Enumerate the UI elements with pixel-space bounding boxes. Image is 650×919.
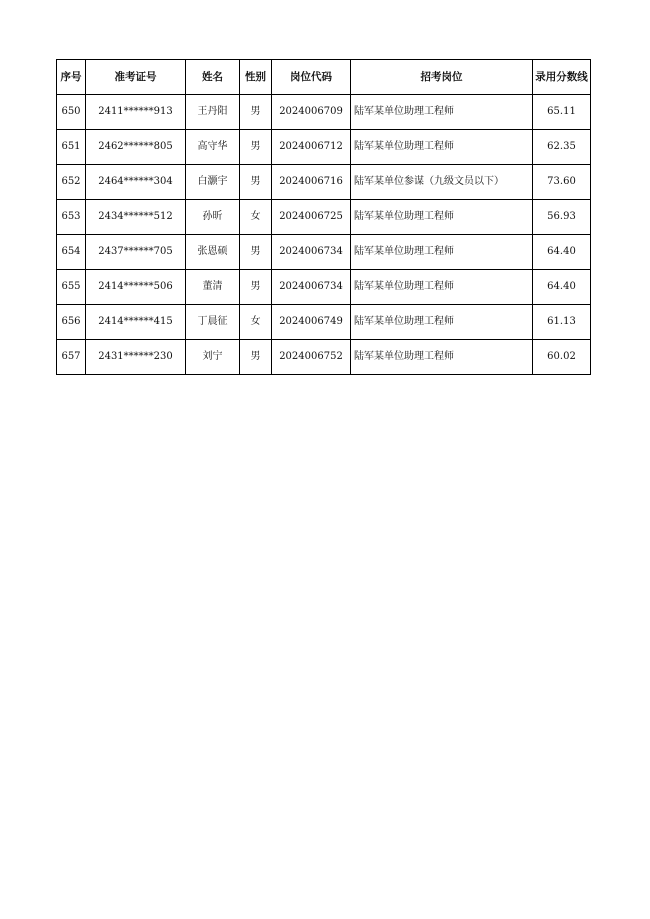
- cell-name: 白灏宇: [186, 165, 240, 200]
- cell-ticket: 2464******304: [86, 165, 186, 200]
- cell-position: 陆军某单位助理工程师: [351, 130, 533, 165]
- table-row: [57, 165, 591, 200]
- header-seq: 序号: [57, 60, 86, 95]
- table-row: [57, 270, 591, 305]
- table-row: [57, 95, 591, 130]
- table-row: [57, 340, 591, 375]
- cell-code: 2024006725: [272, 200, 351, 235]
- cell-name: 董清: [186, 270, 240, 305]
- cell-ticket: 2434******512: [86, 200, 186, 235]
- cell-gender: 男: [240, 270, 272, 305]
- cell-gender: 男: [240, 165, 272, 200]
- cell-code: 2024006734: [272, 235, 351, 270]
- cell-score: 56.93: [533, 200, 591, 235]
- cell-score: 61.13: [533, 305, 591, 340]
- cell-code: 2024006716: [272, 165, 351, 200]
- header-score: 录用分数线: [533, 60, 591, 95]
- cell-name: 王丹阳: [186, 95, 240, 130]
- cell-name: 高守华: [186, 130, 240, 165]
- header-code: 岗位代码: [272, 60, 351, 95]
- table-row: [57, 200, 591, 235]
- cell-position: 陆军某单位参谋（九级文员以下）: [351, 165, 533, 200]
- cell-position: 陆军某单位助理工程师: [351, 340, 533, 375]
- cell-score: 62.35: [533, 130, 591, 165]
- cell-seq: 650: [57, 95, 86, 130]
- cell-score: 64.40: [533, 270, 591, 305]
- cell-code: 2024006752: [272, 340, 351, 375]
- table-row: [57, 235, 591, 270]
- cell-code: 2024006734: [272, 270, 351, 305]
- cell-gender: 女: [240, 305, 272, 340]
- table-row: [57, 130, 591, 165]
- table-row: [57, 305, 591, 340]
- cell-seq: 655: [57, 270, 86, 305]
- cell-position: 陆军某单位助理工程师: [351, 305, 533, 340]
- table-header-row: [57, 60, 591, 95]
- cell-position: 陆军某单位助理工程师: [351, 95, 533, 130]
- header-ticket: 准考证号: [86, 60, 186, 95]
- cell-code: 2024006749: [272, 305, 351, 340]
- cell-ticket: 2414******506: [86, 270, 186, 305]
- cell-score: 65.11: [533, 95, 591, 130]
- cell-position: 陆军某单位助理工程师: [351, 235, 533, 270]
- cell-gender: 男: [240, 235, 272, 270]
- cell-code: 2024006709: [272, 95, 351, 130]
- cell-name: 张恩硕: [186, 235, 240, 270]
- cell-gender: 女: [240, 200, 272, 235]
- cell-seq: 653: [57, 200, 86, 235]
- cell-position: 陆军某单位助理工程师: [351, 200, 533, 235]
- cell-name: 丁晨征: [186, 305, 240, 340]
- cell-score: 73.60: [533, 165, 591, 200]
- header-name: 姓名: [186, 60, 240, 95]
- admission-score-table: [56, 59, 591, 375]
- cell-score: 64.40: [533, 235, 591, 270]
- cell-score: 60.02: [533, 340, 591, 375]
- cell-ticket: 2411******913: [86, 95, 186, 130]
- cell-code: 2024006712: [272, 130, 351, 165]
- cell-name: 孙昕: [186, 200, 240, 235]
- header-gender: 性别: [240, 60, 272, 95]
- cell-name: 刘宁: [186, 340, 240, 375]
- cell-ticket: 2414******415: [86, 305, 186, 340]
- header-position: 招考岗位: [351, 60, 533, 95]
- cell-ticket: 2462******805: [86, 130, 186, 165]
- cell-seq: 657: [57, 340, 86, 375]
- cell-seq: 654: [57, 235, 86, 270]
- cell-seq: 652: [57, 165, 86, 200]
- cell-gender: 男: [240, 130, 272, 165]
- cell-position: 陆军某单位助理工程师: [351, 270, 533, 305]
- cell-seq: 656: [57, 305, 86, 340]
- cell-seq: 651: [57, 130, 86, 165]
- cell-gender: 男: [240, 340, 272, 375]
- cell-gender: 男: [240, 95, 272, 130]
- cell-ticket: 2431******230: [86, 340, 186, 375]
- cell-ticket: 2437******705: [86, 235, 186, 270]
